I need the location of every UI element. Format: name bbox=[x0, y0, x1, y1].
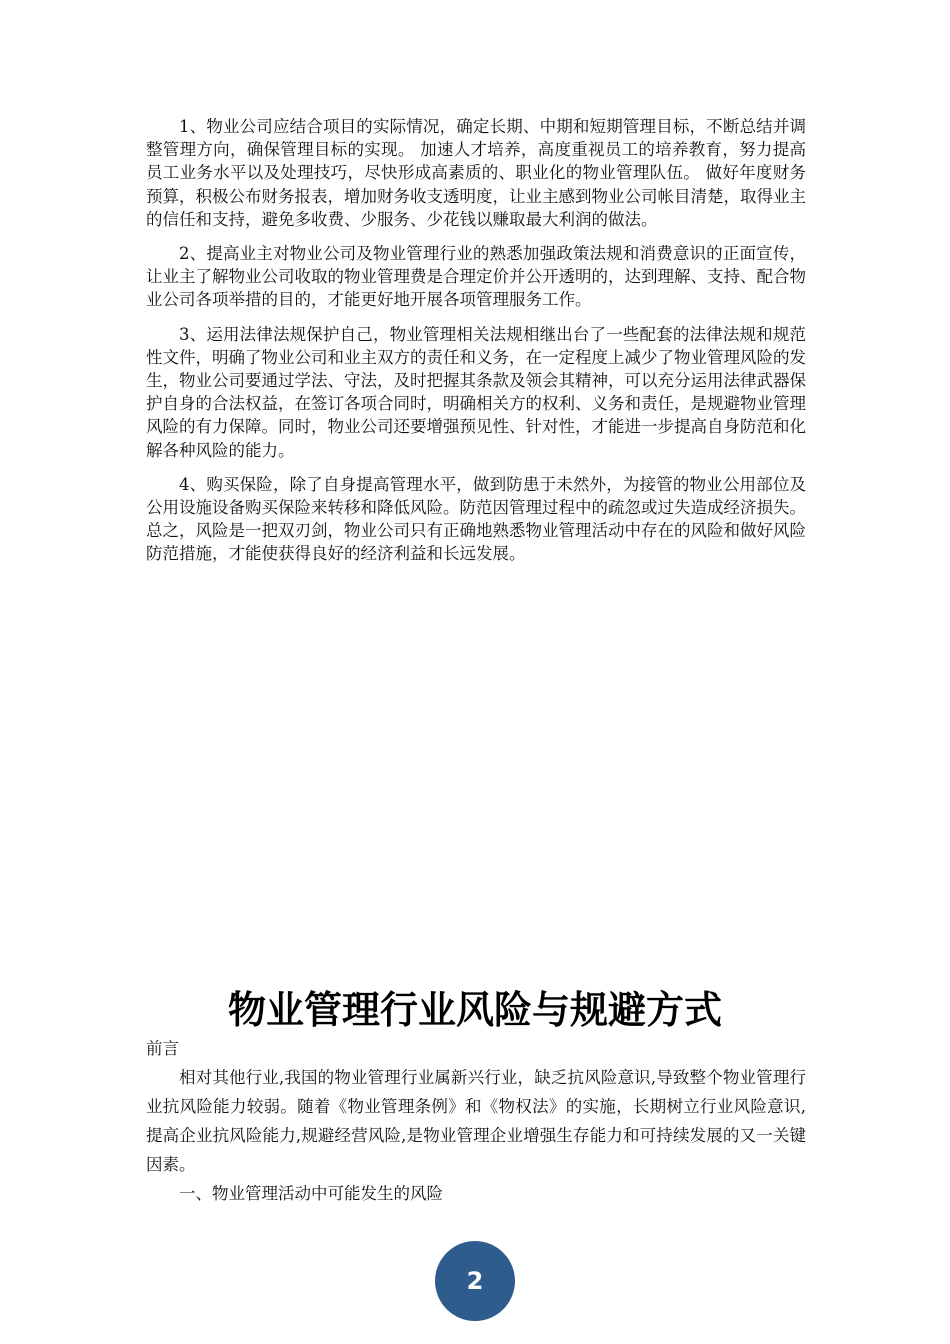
page-number-badge: 2 bbox=[435, 1241, 515, 1321]
paragraph-item-3: 3、运用法律法规保护自己，物业管理相关法规相继出台了一些配套的法律法规和规范性文件，明确了物业公司和业主双方的责任和义务，在一定程度上减少了物业管理风险的发生，物业公司要通过学法、守法，及时把握其条款及领会其精神，可以充分运用法律武器保护自身的合法权益，在签订各项合同时，明确相关方的权利、义务和责任，是规避物业管理风险的有力保障。同时，物业公司还要增强预见性、针对性，才能进一步提高自身防范和化解各种风险的能力。 bbox=[146, 324, 806, 460]
preface-label: 前言 bbox=[146, 1039, 179, 1058]
paragraph-item-2: 2、提高业主对物业公司及物业管理行业的熟悉加强政策法规和消费意识的正面宣传，让业主了解物业公司收取的物业管理费是合理定价并公开透明的，达到理解、支持、配合物业公司各项举措的目的，才能更好地开展各项管理服务工作。 bbox=[146, 244, 806, 310]
new-document-body bbox=[146, 1034, 806, 1208]
previous-section-body bbox=[146, 115, 806, 577]
paragraph-item-4: 4、购买保险，除了自身提高管理水平，做到防患于未然外，为接管的物业公用部位及公用设施设备购买保险来转移和降低风险。防范因管理过程中的疏忽或过失造成经济损失。总之，风险是一把双刃剑，物业公司只有正确地熟悉物业管理活动中存在的风险和做好风险防范措施，才能使获得良好的经济利益和长远发展。 bbox=[146, 474, 806, 564]
paragraph-item-1: 1、物业公司应结合项目的实际情况，确定长期、中期和短期管理目标，不断总结并调整管理方向，确保管理目标的实现。 加速人才培养，高度重视员工的培养教育，努力提高员工业务水平以及处理技巧，尽快形成高素质的、职业化的物业管理队伍。 做好年度财务预算，积极公布财务报表，增加财务收支透明度，让业主感到物业公司帐目清楚，取得业主的信任和支持，避免多收费、少服务、少花钱以赚取最大利润的做法。 bbox=[146, 117, 806, 229]
intro-paragraph: 相对其他行业,我国的物业管理行业属新兴行业，缺乏抗风险意识,导致整个物业管理行业抗风险能力较弱。随着《物业管理条例》和《物权法》的实施，长期树立行业风险意识,提高企业抗风险能力,规避经营风险,是物业管理企业增强生存能力和可持续发展的又一关键因素。 bbox=[146, 1068, 806, 1174]
section-heading: 一、物业管理活动中可能发生的风险 bbox=[179, 1184, 443, 1203]
document-title: 物业管理行业风险与规避方式 bbox=[227, 988, 722, 1032]
